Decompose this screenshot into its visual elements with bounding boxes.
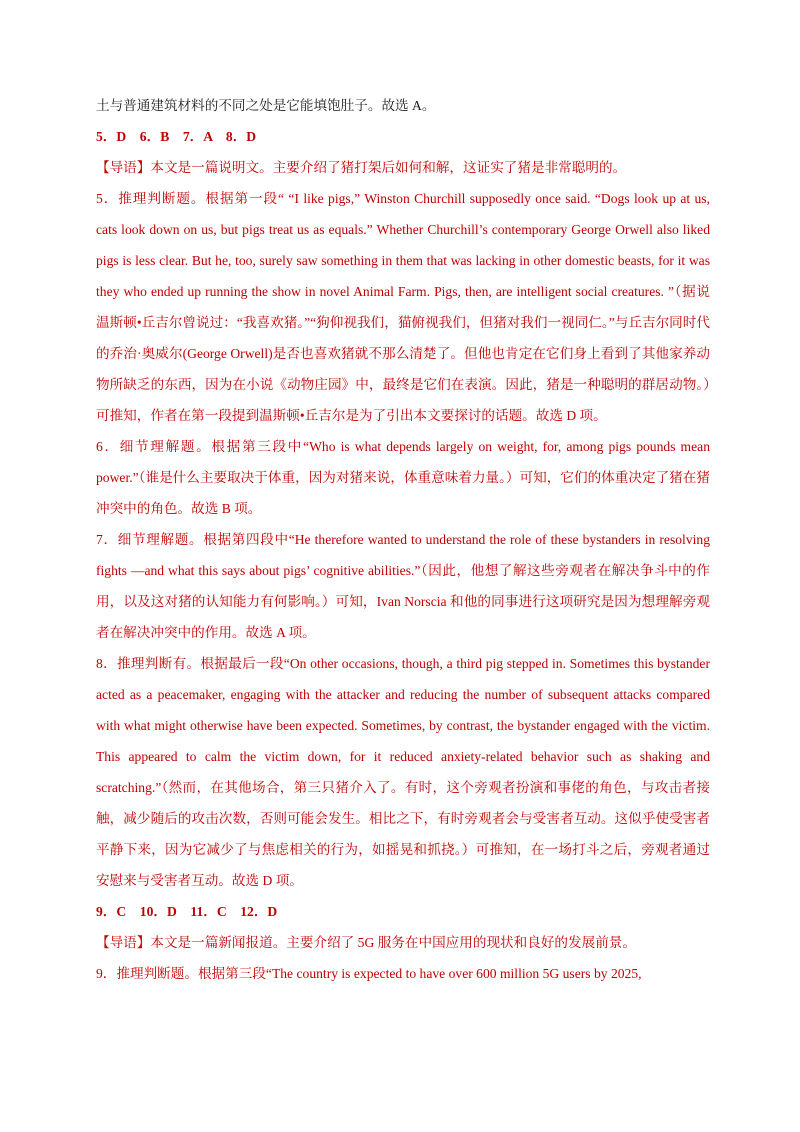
explanation-q9: 9．推理判断题。根据第三段“The country is expected to have over 600 million 5G users by 2025, [96,966,642,981]
answer-key-5-8: 5．D 6．B 7．A 8．D [96,129,257,144]
explanation-q8: 8．推理判断有。根据最后一段“On other occasions, though, a third pig stepped in. Sometimes this bystander acted as a peacemaker, engaging with the attacker and reducing the number of subsequent attacks compared with what might otherwise have been expected. Sometimes, by contrast, the bystander engaged with the victim. This appeared to calm the victim down, for it reduced anxiety-related behavior such as shaking and scratching.”（然而，在其他场合，第三只猪介入了。有时，这个旁观者扮演和事佬的角色，与攻击者接触，减少随后的攻击次数，否则可能会发生。相比之下，有时旁观者会与受害者互动。这似乎使受害者平静下来，因为它减少了与焦虑相关的行为，如摇晃和抓挠。）可推知，在一场打斗之后，旁观者通过安慰来与受害者互动。故选 D 项。 [96,656,710,888]
answer-key-9-12: 9．C 10．D 11．C 12．D [96,904,278,919]
passage-intro-5g: 【导语】本文是一篇新闻报道。主要介绍了 5G 服务在中国应用的现状和良好的发展前景。 [96,935,636,950]
explanation-q7: 7．细节理解题。根据第四段中“He therefore wanted to understand the role of these bystanders in resolving fights —and what this says about pigs’ cognitive abilities.”（因此，他想了解这些旁观者在解决争斗中的作用，以及这对猪的认知能力有何影响。）可知，Ivan Norscia 和他的同事进行这项研究是因为想理解旁观者在解决冲突中的作用。故选 A 项。 [96,532,710,640]
continuation-line: 土与普通建筑材料的不同之处是它能填饱肚子。故选 A。 [96,98,436,113]
passage-intro-pigs: 【导语】本文是一篇说明文。主要介绍了猪打架后如何和解，这证实了猪是非常聪明的。 [96,160,627,175]
explanation-q5: 5．推理判断题。根据第一段“ “I like pigs,” Winston Churchill supposedly once said. “Dogs look up at us, cats look down on us, but pigs treat us as equals.” Whether Churchill’s contemporary George Orwell also liked pigs is less clear. But he, too, surely saw something in them that was lacking in other domestic beasts, for it was they who ended up running the show in novel Animal Farm. Pigs, then, are intelligent social creatures. ”（据说温斯顿•丘吉尔曾说过：“我喜欢猪。”“狗仰视我们，猫俯视我们，但猪对我们一视同仁。”与丘吉尔同时代的乔治·奥威尔(George Orwell)是否也喜欢猪就不那么清楚了。但他也肯定在它们身上看到了其他家养动物所缺乏的东西，因为在小说《动物庄园》中，最终是它们在表演。因此，猪是一种聪明的群居动物。）可推知，作者在第一段提到温斯顿•丘吉尔是为了引出本文要探讨的话题。故选 D 项。 [96,191,710,423]
document-page [96,90,710,989]
explanation-q6: 6．细节理解题。根据第三段中“Who is what depends largely on weight, for, among pigs pounds mean power.”（谁是什么主要取决于体重，因为对猪来说，体重意味着力量。）可知，它们的体重决定了猪在猪冲突中的角色。故选 B 项。 [96,439,710,516]
